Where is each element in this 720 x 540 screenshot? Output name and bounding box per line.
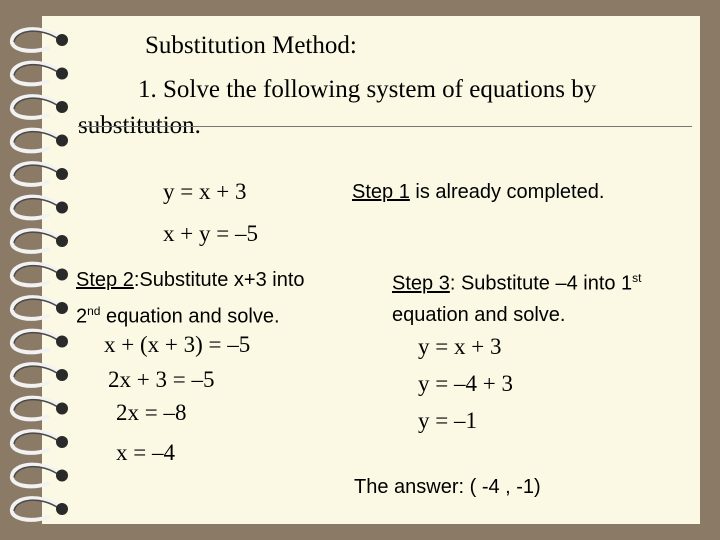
step3-ordinal-suffix: st (632, 271, 642, 285)
binding-hole (56, 369, 68, 381)
binding-hole (56, 269, 68, 281)
step2-work-line: 2x = –8 (116, 400, 187, 425)
binding-ring (12, 130, 60, 152)
step2-work-line: x + (x + 3) = –5 (104, 332, 251, 357)
binding-ring (12, 398, 60, 420)
binding-ring (12, 230, 60, 252)
binding-hole (56, 101, 68, 113)
binding-hole (56, 302, 68, 314)
binding-hole (56, 336, 68, 348)
binding-ring (12, 96, 60, 118)
slide-title: Substitution Method: (145, 32, 357, 59)
step2-label: Step 2 (76, 269, 134, 291)
binding-ring (12, 29, 60, 51)
binding-ring (12, 498, 60, 520)
binding-ring (12, 63, 60, 85)
binding-hole (56, 135, 68, 147)
binding-hole (56, 235, 68, 247)
step2-line1: :Substitute x+3 into (133, 269, 305, 291)
binding-hole (56, 202, 68, 214)
problem-statement-line2: substitution. (78, 112, 201, 139)
answer-text: The answer: ( -4 , -1) (354, 476, 541, 498)
step2-ordinal: 2 (76, 305, 88, 328)
binding-ring (12, 331, 60, 353)
step2-ordinal-suffix: nd (87, 304, 101, 318)
binding-ring (12, 297, 60, 319)
step1-label: Step 1 (352, 181, 410, 203)
step3-work-line: y = x + 3 (418, 334, 502, 359)
binding-hole (56, 436, 68, 448)
binding-hole (56, 68, 68, 80)
binding-ring (12, 431, 60, 453)
step3-text (392, 263, 642, 331)
step2-text (76, 265, 305, 333)
binding-ring (12, 465, 60, 487)
step1-text (352, 181, 604, 204)
step3-line2: equation and solve. (392, 303, 566, 326)
problem-statement-line1: 1. Solve the following system of equations by (138, 76, 597, 103)
binding-hole (56, 503, 68, 515)
binding-hole (56, 403, 68, 415)
step3-label: Step 3 (392, 272, 450, 295)
binding-hole (56, 470, 68, 482)
binding-hole (56, 34, 68, 46)
binding-ring (12, 197, 60, 219)
binding-ring (12, 264, 60, 286)
binding-hole (56, 168, 68, 180)
step3-line1: : Substitute –4 into 1 (449, 272, 633, 295)
step2-work-line: x = –4 (116, 440, 175, 465)
step3-work-line: y = –4 + 3 (418, 371, 513, 396)
step2-work-line: 2x + 3 = –5 (108, 367, 215, 392)
step3-work-line: y = –1 (418, 408, 477, 433)
divider-line (78, 126, 692, 127)
binding-ring (12, 163, 60, 185)
system-equation-1: y = x + 3 (163, 179, 247, 204)
binding-ring (12, 364, 60, 386)
step2-line2: equation and solve. (100, 305, 280, 328)
spiral-binding (0, 0, 80, 540)
step1-description: is already completed. (409, 181, 605, 203)
system-equation-2: x + y = –5 (163, 221, 258, 246)
